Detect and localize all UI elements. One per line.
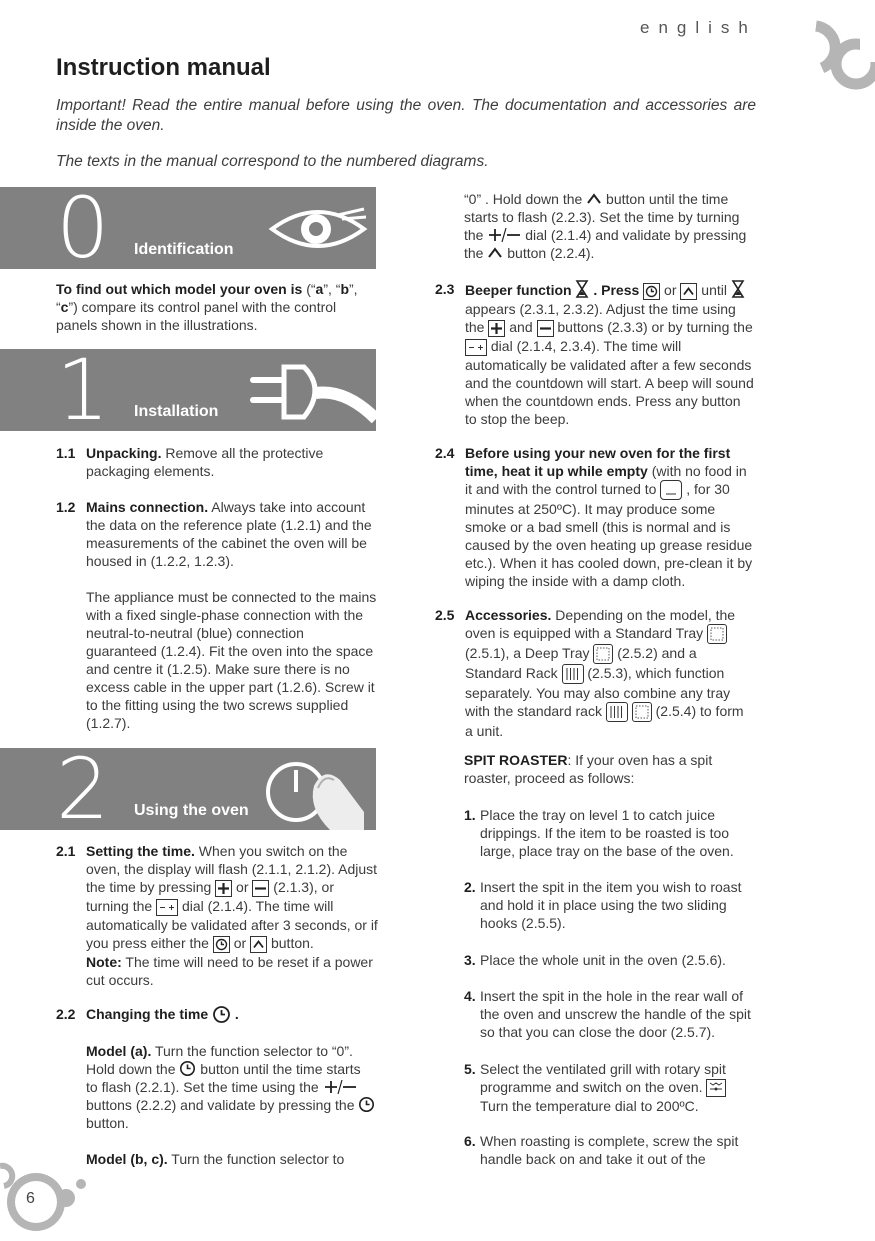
- section-band-using: [0, 748, 376, 830]
- section-band-installation: [0, 349, 376, 431]
- clock-icon: [179, 1060, 196, 1077]
- item-2-5: 2.5 Accessories. Depending on the model, the oven is equipped with a Standard Tray (2.5.1), a Deep Tray (2.5.2) and a Standard Rack (2.5.3), which function separately. You may also combine any tray with the standard rack (2.5.4) to form a unit.: [435, 607, 744, 739]
- up-arrow-icon: [487, 245, 503, 261]
- hourglass-icon: [731, 280, 745, 298]
- spit-step-5: 5. Select the ventilated grill with rotary spit programme and switch on the oven. Turn the temperature dial to 200ºC.: [464, 1061, 726, 1114]
- section-number: 2: [56, 748, 110, 830]
- clock-button-icon: [213, 936, 230, 953]
- item-2-1: 2.1 Setting the time. When you switch on the oven, the display will flash (2.1.1, 2.1.2). Adjust the time by pressing or (2.1.3), or turning the dial (2.1.4). The time will automatically be validated after 3 seconds, or if you press either the or button. Note: The time will need to be reset if a power cut occurs.: [56, 843, 378, 988]
- standard-tray-icon: [632, 702, 652, 722]
- spit-step-6: 6. When roasting is complete, screw the spit handle back on and take it out of the: [464, 1133, 739, 1167]
- up-button-icon: [250, 936, 267, 953]
- rotary-spit-grill-icon: [706, 1079, 726, 1097]
- section-label: Identification: [134, 241, 234, 258]
- up-button-icon: [680, 283, 697, 300]
- plus-button-icon: [488, 320, 505, 337]
- section-band-identification: [0, 187, 376, 269]
- plus-minus-icon: [487, 227, 521, 243]
- spit-step-1: 1. Place the tray on level 1 to catch juice drippings. If the item to be roasted is too large, place tray on the base of the oven.: [464, 807, 734, 859]
- clock-icon: [358, 1096, 375, 1113]
- page-title: Instruction manual: [56, 54, 271, 81]
- spit-step-4: 4. Insert the spit in the hole in the rear wall of the oven and unscrew the handle of the spit so that you can close the door (2.5.7).: [464, 988, 751, 1040]
- spit-step-3: 3. Place the whole unit in the oven (2.5.6).: [464, 952, 726, 968]
- item-2-4: 2.4 Before using your new oven for the first time, heat it up while empty (with no food in it and with the control turned to , for 30 minutes at 250ºC). It may produce some smoke or a bad smell (this is normal and is caused by the oven heating up grease residue etc.). When it has cooled down, pre-clean it by wiping the inside with a damp cloth.: [435, 445, 753, 589]
- finger-dial-icon: [264, 756, 364, 830]
- item-1-2: 1.2 Mains connection. Always take into account the data on the reference plate (1.2.1) and the measurements of the cabinet the oven will be housed in (1.2.2, 1.2.3). The appliance must be connected to the mains with a fixed single-phase connection with the neutral-to-neutral (blue) connection guaranteed (1.2.4). Fit the oven into the space and centre it (1.2.5). Make sure there is no excess cable in the upper part (1.2.6). Screw it to the fitting using the two screws supplied (1.2.7).: [56, 499, 377, 731]
- hourglass-icon: [575, 280, 589, 298]
- identification-text: To find out which model your oven is (“a”, “b”, “c”) compare its control panel with the control panels shown in the illustrations.: [56, 281, 358, 333]
- brand-logo-icon: [808, 18, 875, 98]
- minus-button-icon: [537, 320, 554, 337]
- spit-step-2: 2. Insert the spit in the item you wish to roast and hold it in place using the two sliding hooks (2.5.5).: [464, 879, 742, 931]
- standard-tray-icon: [707, 624, 727, 644]
- plus-minus-icon: [323, 1079, 357, 1095]
- deep-tray-icon: [593, 644, 613, 664]
- footer-circles-icon: [0, 1160, 100, 1241]
- section-label: Using the oven: [134, 802, 249, 819]
- section-number: 0: [56, 187, 110, 269]
- language-label: english: [640, 18, 757, 37]
- intro-important: Important! Read the entire manual before using the oven. The documentation and accessories are inside the oven.: [56, 97, 756, 134]
- item-1-1: 1.1 Unpacking. Remove all the protective packaging elements.: [56, 445, 324, 479]
- page-number: 6: [26, 1190, 35, 1207]
- minus-button-icon: [252, 880, 269, 897]
- standard-rack-icon: [562, 664, 584, 684]
- clock-button-icon: [643, 283, 660, 300]
- dial-icon: [156, 899, 178, 916]
- section-number: 1: [56, 349, 110, 431]
- item-2-3: 2.3 Beeper function . Press or until appears (2.3.1, 2.3.2). Adjust the time using the and buttons (2.3.3) or by turning the dial (2.1.4, 2.3.4). The time will automatically be validated after a few seconds and the countdown will start. A beep will sound when the countdown ends. Press any button to stop the beep.: [435, 281, 754, 427]
- dial-icon: [465, 339, 487, 356]
- plug-icon: [246, 359, 376, 431]
- oven-off-icon: [660, 480, 682, 500]
- standard-rack-icon: [606, 702, 628, 722]
- section-label: Installation: [134, 403, 219, 420]
- clock-icon: [212, 1005, 231, 1024]
- continued-text: “0” . Hold down the button until the time starts to flash (2.2.3). Set the time by turning the dial (2.1.4) and validate by pressing the button (2.2.4).: [464, 191, 747, 261]
- up-arrow-icon: [586, 191, 602, 207]
- intro-diagrams: The texts in the manual correspond to the numbered diagrams.: [56, 153, 489, 170]
- plus-button-icon: [215, 880, 232, 897]
- item-2-2: 2.2 Changing the time . Model (a). Turn the function selector to “0”. Hold down the button until the time starts to flash (2.2.1). Set the time using the buttons (2.2.2) and validate by pressing the button. Model (b, c). Turn the function selector to: [56, 1005, 376, 1168]
- spit-roaster-intro: SPIT ROASTER: If your oven has a spit roaster, proceed as follows:: [464, 752, 713, 786]
- eye-icon: [268, 201, 368, 257]
